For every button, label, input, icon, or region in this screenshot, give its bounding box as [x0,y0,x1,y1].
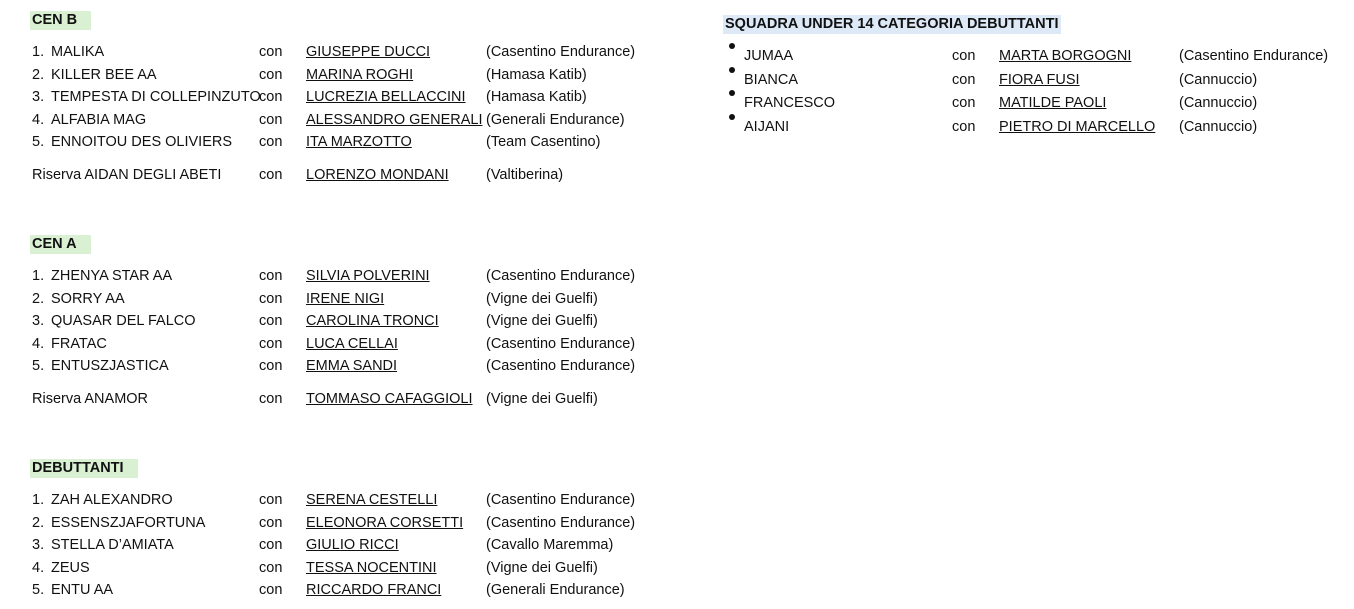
horse-name: ENTU AA [51,582,114,599]
entry-number: 1. [32,44,45,60]
horse-name: MALIKA [51,44,105,60]
rider-link[interactable]: EMMA SANDI [306,358,398,375]
con-label: con [259,89,283,106]
horse-name: ALFABIA MAG [51,111,147,128]
team-name: (Cannuccio) [1179,95,1258,112]
rider-link[interactable]: ALESSANDRO GENERALI [306,111,483,128]
con-label: con [259,358,283,375]
team-name: (Cavallo Maremma) [486,537,614,554]
team-name: (Casentino Endurance) [486,514,636,531]
horse-name: SORRY AA [51,290,125,307]
section-cen-b [32,11,682,187]
rider-link[interactable]: SERENA CESTELLI [306,492,438,508]
con-label: con [259,134,283,151]
entry-number: 2. [32,66,45,83]
rider-link[interactable]: SILVIA POLVERINI [306,268,430,284]
con-label: con [259,559,283,576]
reserve-item [32,164,682,187]
right-column [725,15,1345,139]
entry-number: 5. [32,358,45,375]
horse-name: ZHENYA STAR AA [51,268,173,284]
horse-name: TEMPESTA DI COLLEPINZUTO [51,89,261,106]
team-name: (Vigne dei Guelfi) [486,390,598,407]
list-item [32,109,682,132]
list-item [32,131,682,154]
horse-name: KILLER BEE AA [51,66,157,83]
rider-link[interactable]: PIETRO DI MARCELLO [999,118,1156,135]
con-label: con [259,44,283,60]
con-label: con [259,66,283,83]
entry-number: 5. [32,582,45,599]
horse-name: AIJANI [744,118,790,135]
list-item [32,41,682,64]
con-label: con [259,582,283,599]
list-item [32,489,682,512]
team-name: (Valtiberina) [486,166,564,183]
rider-link[interactable]: RICCARDO FRANCI [306,582,442,599]
entry-number: 4. [32,559,45,576]
reserve-item [32,388,682,411]
horse-name: STELLA D’AMIATA [51,537,174,554]
reserve-horse: Riserva AIDAN DEGLI ABETI [32,166,222,183]
team-name: (Vigne dei Guelfi) [486,313,598,330]
con-label: con [952,95,976,112]
rider-link[interactable]: MATILDE PAOLI [999,95,1107,112]
team-name: (Casentino Endurance) [1179,48,1329,64]
list-item [32,534,682,557]
con-label: con [259,166,283,183]
entry-number: 4. [32,111,45,128]
rider-link[interactable]: MARTA BORGOGNI [999,48,1132,64]
list-item [32,64,682,87]
team-name: (Hamasa Katib) [486,66,587,83]
team-name: (Vigne dei Guelfi) [486,290,598,307]
horse-name: ZAH ALEXANDRO [51,492,173,508]
entry-number: 2. [32,514,45,531]
horse-name: BIANCA [744,71,798,88]
con-label: con [259,514,283,531]
rider-link[interactable]: TESSA NOCENTINI [306,559,437,576]
con-label: con [259,290,283,307]
entry-number: 5. [32,134,45,151]
horse-name: FRATAC [51,335,107,352]
rider-link[interactable]: MARINA ROGHI [306,66,414,83]
con-label: con [952,48,976,64]
section-debuttanti [32,459,682,602]
horse-name: ENTUSZJASTICA [51,358,169,375]
horse-name: ENNOITOU DES OLIVIERS [51,134,233,151]
entry-number: 2. [32,290,45,307]
entry-number: 3. [32,89,45,106]
rider-link[interactable]: IRENE NIGI [306,290,385,307]
list-item [32,579,682,602]
team-name: (Generali Endurance) [486,582,625,599]
horse-name: QUASAR DEL FALCO [51,313,196,330]
con-label: con [952,71,976,88]
rider-link[interactable]: LUCA CELLAI [306,335,398,352]
list-item [32,355,682,378]
rider-link[interactable]: FIORA FUSI [999,71,1080,88]
rider-link[interactable]: GIUSEPPE DUCCI [306,44,431,60]
team-name: (Casentino Endurance) [486,492,636,508]
horse-name: JUMAA [744,48,794,64]
horse-name: ESSENSZJAFORTUNA [51,514,206,531]
under14-heading: SQUADRA UNDER 14 CATEGORIA DEBUTTANTI [725,16,1059,32]
list-item [725,116,1345,140]
con-label: con [259,268,283,284]
entry-number: 3. [32,537,45,554]
rider-link[interactable]: CAROLINA TRONCI [306,313,439,330]
section-heading: CEN B [30,11,91,30]
list-item [32,557,682,580]
horse-name: ZEUS [51,559,90,576]
team-name: (Casentino Endurance) [486,358,636,375]
section-heading: DEBUTTANTI [30,459,138,478]
horse-name: FRANCESCO [744,95,836,112]
entry-number: 1. [32,492,45,508]
team-name: (Casentino Endurance) [486,44,636,60]
section-heading: CEN A [30,235,91,254]
rider-link[interactable]: GIULIO RICCI [306,537,399,554]
list-item [32,265,682,288]
con-label: con [952,118,976,135]
con-label: con [259,537,283,554]
team-name: (Cannuccio) [1179,118,1258,135]
con-label: con [259,111,283,128]
team-name: (Team Casentino) [486,134,601,151]
rider-link[interactable]: TOMMASO CAFAGGIOLI [306,390,473,407]
list-item [725,92,1345,116]
section-cen-a [32,235,682,411]
team-name: (Generali Endurance) [486,111,625,128]
list-item [32,333,682,356]
list-item [32,512,682,535]
list-item [32,288,682,311]
con-label: con [259,313,283,330]
rider-link[interactable]: ELEONORA CORSETTI [306,514,464,531]
rider-link[interactable]: LUCREZIA BELLACCINI [306,89,466,106]
entry-number: 3. [32,313,45,330]
team-name: (Cannuccio) [1179,71,1258,88]
entry-number: 1. [32,268,45,284]
con-label: con [259,390,283,407]
team-name: (Vigne dei Guelfi) [486,559,598,576]
list-item [32,86,682,109]
con-label: con [259,335,283,352]
team-name: (Casentino Endurance) [486,268,636,284]
rider-link[interactable]: LORENZO MONDANI [306,166,449,183]
con-label: con [259,492,283,508]
reserve-horse: Riserva ANAMOR [32,390,149,407]
team-name: (Hamasa Katib) [486,89,587,106]
list-item [725,45,1345,69]
rider-link[interactable]: ITA MARZOTTO [306,134,412,151]
team-name: (Casentino Endurance) [486,335,636,352]
list-item [32,310,682,333]
entry-number: 4. [32,335,45,352]
list-item [725,69,1345,93]
